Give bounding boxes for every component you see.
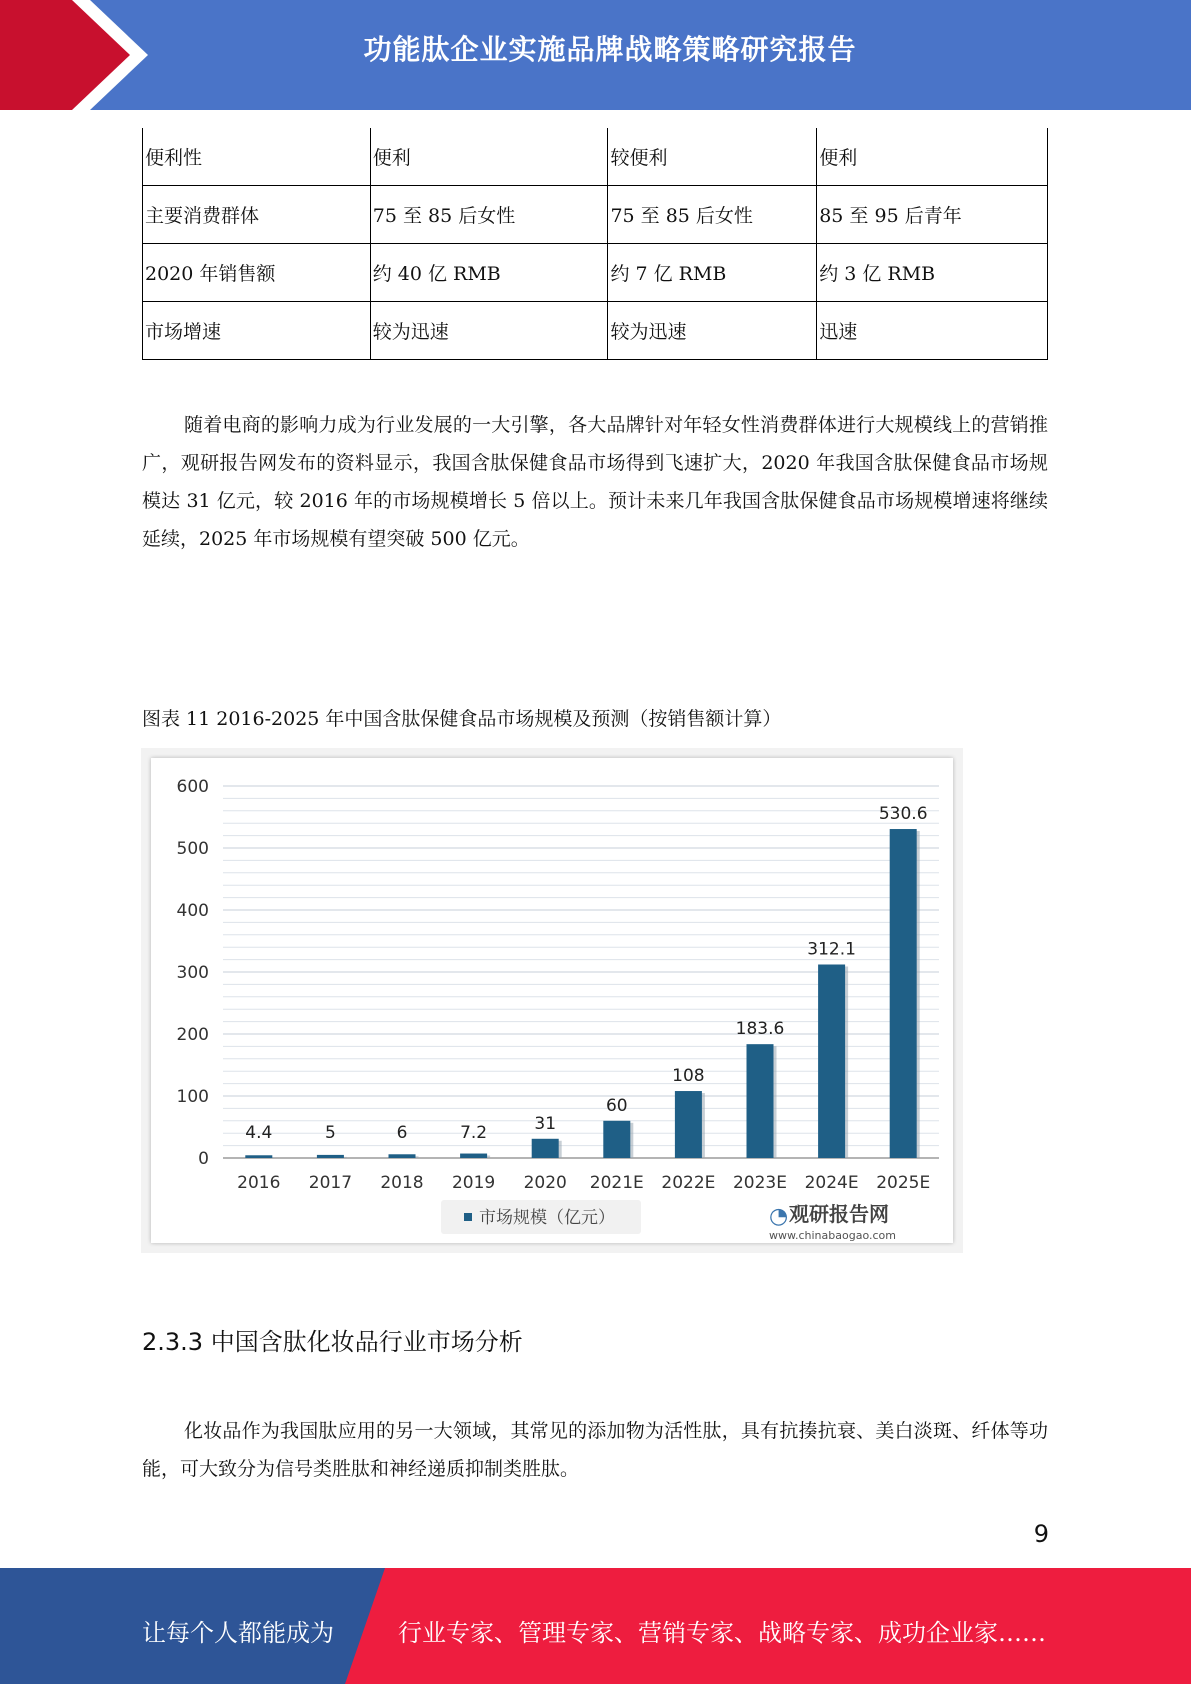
svg-text:www.chinabaogao.com: www.chinabaogao.com: [769, 1229, 896, 1242]
bar: [460, 1154, 487, 1158]
table-cell: 便利性: [143, 128, 371, 186]
bar-value-label: 530.6: [878, 804, 928, 825]
table-cell: 较为迅速: [370, 302, 608, 360]
report-title: 功能肽企业实施品牌战略策略研究报告: [363, 33, 857, 66]
bar: [532, 1139, 559, 1158]
table-cell: 85 至 95 后青年: [817, 186, 1048, 244]
table-row: [143, 128, 1048, 186]
x-tick-label: 2024E: [804, 1173, 859, 1193]
page-header: [0, 0, 1191, 110]
bar-value-label: 183.6: [735, 1019, 785, 1040]
bar: [675, 1091, 702, 1158]
bar: [317, 1155, 344, 1158]
table-cell: 便利: [817, 128, 1048, 186]
legend-label: 市场规模（亿元）: [479, 1208, 615, 1228]
table-cell: 便利: [370, 128, 608, 186]
x-tick-label: 2017: [308, 1173, 353, 1193]
bar-value-label: 312.1: [807, 939, 856, 960]
table-cell: 2020 年销售额: [143, 244, 371, 302]
chart-panel: [151, 758, 953, 1243]
table-cell: 约 3 亿 RMB: [817, 244, 1048, 302]
bar: [245, 1155, 272, 1158]
table-cell: 75 至 85 后女性: [370, 186, 608, 244]
x-tick-label: 2018: [380, 1173, 424, 1193]
page-number: 9: [1033, 1520, 1049, 1548]
chart-legend: [441, 1200, 641, 1234]
bar-value-label: 6: [396, 1123, 408, 1143]
bar-value-label: 4.4: [245, 1123, 273, 1143]
table-row: [143, 244, 1048, 302]
bar-value-label: 5: [324, 1123, 336, 1143]
y-tick-label: 300: [176, 963, 209, 983]
table-cell: 约 40 亿 RMB: [370, 244, 608, 302]
table-cell: 较便利: [608, 128, 817, 186]
x-tick-label: 2025E: [876, 1173, 931, 1193]
svg-text:◔: ◔: [769, 1204, 789, 1229]
y-tick-label: 200: [176, 1025, 209, 1045]
table-cell: 迅速: [817, 302, 1048, 360]
x-tick-label: 2022E: [661, 1173, 716, 1193]
y-tick-label: 600: [176, 777, 209, 797]
x-tick-label: 2020: [523, 1173, 567, 1193]
bar: [818, 964, 845, 1158]
bar: [603, 1121, 630, 1158]
footer-slogan-left: 让每个人都能成为: [142, 1619, 334, 1647]
x-tick-label: 2016: [237, 1173, 281, 1193]
table-row: [143, 186, 1048, 244]
page-footer: [0, 1568, 1191, 1684]
body-paragraph-market: 随着电商的影响力成为行业发展的一大引擎，各大品牌针对年轻女性消费群体进行大规模线上的营销推广，观研报告网发布的资料显示，我国含肽保健食品市场得到飞速扩大，2020 年我国含肽保健食品市场规模达 31 亿元，较 2016 年的市场规模增长 5 倍以上。预计未来几年我国含肽保健食品市场规模增速将继续延续，2025 年市场规模有望突破 500 亿元。: [142, 414, 1048, 550]
bar-value-label: 31: [534, 1113, 557, 1134]
svg-text:观研报告网: 观研报告网: [789, 1202, 889, 1226]
table-cell: 约 7 亿 RMB: [608, 244, 817, 302]
y-tick-label: 100: [176, 1087, 209, 1107]
x-axis-ticks: [237, 1173, 930, 1193]
table-cell: 主要消费群体: [143, 186, 371, 244]
y-tick-label: 0: [198, 1149, 209, 1169]
watermark-logo: [769, 1202, 896, 1242]
section-heading: 2.3.3 中国含肽化妆品行业市场分析: [142, 1328, 523, 1356]
figure-caption: 图表 11 2016-2025 年中国含肽保健食品市场规模及预测（按销售额计算）: [142, 708, 782, 730]
y-tick-label: 400: [176, 901, 209, 921]
x-tick-label: 2021E: [589, 1173, 644, 1193]
bar: [389, 1154, 416, 1158]
bar-chart: [151, 758, 953, 1243]
legend-swatch: [464, 1213, 472, 1221]
chart-frame: [141, 748, 963, 1253]
table-cell: 75 至 85 后女性: [608, 186, 817, 244]
y-tick-label: 500: [176, 839, 209, 859]
bar: [890, 829, 917, 1158]
body-paragraph-cosmetics: 化妆品作为我国肽应用的另一大领域，其常见的添加物为活性肽，具有抗揍抗衰、美白淡斑、纤体等功能，可大致分为信号类胜肽和神经递质抑制类胜肽。: [142, 1420, 1048, 1480]
bar-value-label: 108: [672, 1066, 705, 1087]
table-cell: 市场增速: [143, 302, 371, 360]
x-tick-label: 2019: [451, 1173, 496, 1193]
bar: [747, 1044, 774, 1158]
bar-value-label: 7.2: [460, 1123, 488, 1143]
bar-value-label: 60: [605, 1095, 628, 1116]
comparison-table: [142, 128, 1048, 360]
footer-slogan-right: 行业专家、管理专家、营销专家、战略专家、成功企业家……: [398, 1619, 1046, 1647]
y-axis-ticks: [177, 777, 209, 1169]
table-cell: 较为迅速: [608, 302, 817, 360]
table-row: [143, 302, 1048, 360]
x-tick-label: 2023E: [732, 1173, 788, 1193]
